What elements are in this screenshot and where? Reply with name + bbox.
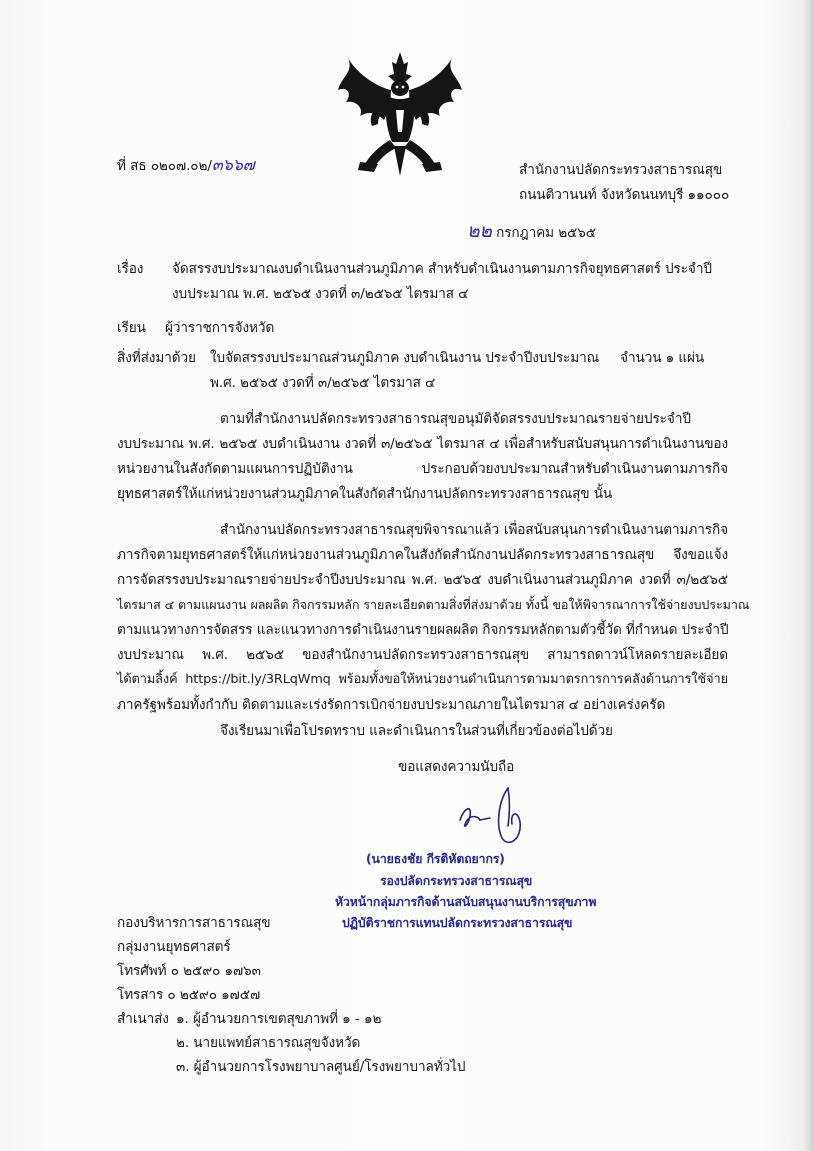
footer-group: กลุ่มงานยุทธศาสตร์ bbox=[117, 939, 231, 955]
para2-line: ภารกิจตามยุทธศาสตร์ให้แก่หน่วยงานส่วนภูมิภาคในสังกัดสำนักงานปลัดกระทรวงสาธารณสุข จึงขอแจ้ง bbox=[117, 547, 728, 563]
para2-line: ภาครัฐพร้อมทั้งกำกับ ติดตามและเร่งรัดการเบิกจ่ายงบประมาณภายในไตรมาส ๔ อย่างเคร่งครัด bbox=[117, 697, 666, 713]
garuda-emblem bbox=[334, 50, 466, 178]
date-day-handwritten: ๒๒ bbox=[467, 220, 492, 242]
cc-item: ๒. นายแพทย์สาธารณสุขจังหวัด bbox=[176, 1035, 361, 1051]
page-edge-shadow bbox=[803, 0, 813, 1151]
cc-label: สำเนาส่ง bbox=[117, 1011, 169, 1027]
para2-line: ได้ตามลิ้งค์ https://bit.ly/3RLqWmq พร้อมทั้งขอให้หน่วยงานดำเนินการตามมาตรการการคลังด้านการใช้จ่าย bbox=[117, 672, 728, 687]
office-name: สำนักงานปลัดกระทรวงสาธารณสุข bbox=[519, 162, 723, 178]
enclosure-count: จำนวน ๑ แผ่น bbox=[620, 350, 705, 366]
footer-phone: โทรศัพท์ ๐ ๒๕๙๐ ๑๗๖๓ bbox=[117, 963, 261, 979]
signer-position-2: หัวหน้ากลุ่มภารกิจด้านสนับสนุนงานบริการสุขภาพ bbox=[335, 895, 597, 909]
footer-division: กองบริหารการสาธารณสุข bbox=[117, 915, 271, 931]
footer-fax: โทรสาร ๐ ๒๕๙๐ ๑๗๕๗ bbox=[117, 987, 261, 1003]
closing-request: จึงเรียนมาเพื่อโปรดทราบ และดำเนินการในส่วนที่เกี่ยวข้องต่อไปด้วย bbox=[220, 723, 613, 739]
cc-item: ๑. ผู้อำนวยการเขตสุขภาพที่ ๑ - ๑๒ bbox=[176, 1011, 382, 1027]
doc-number-handwritten: ๓๖๖๗ bbox=[211, 155, 255, 174]
office-address: ถนนติวานนท์ จังหวัดนนทบุรี ๑๑๐๐๐ bbox=[519, 187, 730, 203]
para2-line: การจัดสรรงบประมาณรายจ่ายประจำปีงบประมาณ พ.ศ. ๒๕๖๕ งบดำเนินงานส่วนภูมิภาค งวดที่ ๓/๒๕๖๕ bbox=[117, 572, 728, 588]
para2-line: สำนักงานปลัดกระทรวงสาธารณสุขพิจารณาแล้ว เพื่อสนับสนุนการดำเนินงานตามภารกิจ bbox=[220, 522, 728, 538]
subject-line-2: งบประมาณ พ.ศ. ๒๕๖๕ งวดที่ ๓/๒๕๖๕ ไตรมาส ๔ bbox=[172, 286, 469, 302]
enclosure-line-1: ใบจัดสรรงบประมาณส่วนภูมิภาค งบดำเนินงาน ประจำปีงบประมาณ bbox=[210, 350, 600, 366]
subject-line-1: จัดสรรงบประมาณงบดำเนินงานส่วนภูมิภาค สำหรับดำเนินงานตามภารกิจยุทธศาสตร์ ประจำปี bbox=[172, 261, 712, 277]
doc-number bbox=[117, 156, 255, 175]
complimentary-close: ขอแสดงความนับถือ bbox=[398, 759, 515, 775]
para2-line: ไตรมาส ๔ ตามแผนงาน ผลผลิต กิจกรรมหลัก รายละเอียดตามสิ่งที่ส่งมาด้วย ทั้งนี้ ขอให้พิจารณาการใช้จ่ายงบประมาณ bbox=[117, 597, 750, 612]
cc-item: ๓. ผู้อำนวยการโรงพยาบาลศูนย์/โรงพยาบาลทั่วไป bbox=[176, 1059, 466, 1075]
subject-label: เรื่อง bbox=[117, 261, 144, 277]
addressee-label: เรียน bbox=[117, 320, 146, 336]
addressee-value: ผู้ว่าราชการจังหวัด bbox=[165, 320, 275, 336]
signer-position-1: รองปลัดกระทรวงสาธารณสุข bbox=[380, 874, 533, 888]
date-month-year: กรกฎาคม ๒๕๖๕ bbox=[496, 225, 596, 241]
handwritten-signature bbox=[450, 782, 540, 852]
para2-line: ตามแนวทางการจัดสรร และแนวทางการดำเนินงานรายผลผลิต กิจกรรมหลักตามตัวชี้วัด ที่กำหนด ประจำปี bbox=[117, 622, 729, 638]
enclosure-label: สิ่งที่ส่งมาด้วย bbox=[117, 350, 196, 366]
para1-line: ตามที่สำนักงานปลัดกระทรวงสาธารณสุขอนุมัติจัดสรรงบประมาณรายจ่ายประจำปี bbox=[220, 411, 691, 427]
para1-line: ยุทธศาสตร์ให้แก่หน่วยงานส่วนภูมิภาคในสังกัดสำนักงานปลัดกระทรวงสาธารณสุข นั้น bbox=[117, 486, 613, 502]
enclosure-line-2: พ.ศ. ๒๕๖๕ งวดที่ ๓/๒๕๖๕ ไตรมาส ๔ bbox=[210, 375, 436, 391]
signer-name: (นายธงชัย กีรติหัตถยากร) bbox=[366, 852, 505, 866]
letter-date bbox=[467, 222, 596, 242]
para1-line: งบประมาณ พ.ศ. ๒๕๖๕ งบดำเนินงาน งวดที่ ๓/๒๕๖๕ ไตรมาส ๔ เพื่อสำหรับสนับสนุนการดำเนินงานของ bbox=[117, 436, 728, 452]
para2-line: งบประมาณ พ.ศ. ๒๕๖๕ ของสำนักงานปลัดกระทรวงสาธารณสุข สามารถดาวน์โหลดรายละเอียด bbox=[117, 647, 728, 663]
signer-position-3: ปฏิบัติราชการแทนปลัดกระทรวงสาธารณสุข bbox=[342, 916, 573, 930]
doc-number-label: ที่ สธ ๐๒๐๗.๐๒/ bbox=[117, 158, 212, 174]
para1-line: หน่วยงานในสังกัดตามแผนการปฏิบัติงาน ประกอบด้วยงบประมาณสำหรับดำเนินงานตามภารกิจ bbox=[117, 461, 728, 477]
